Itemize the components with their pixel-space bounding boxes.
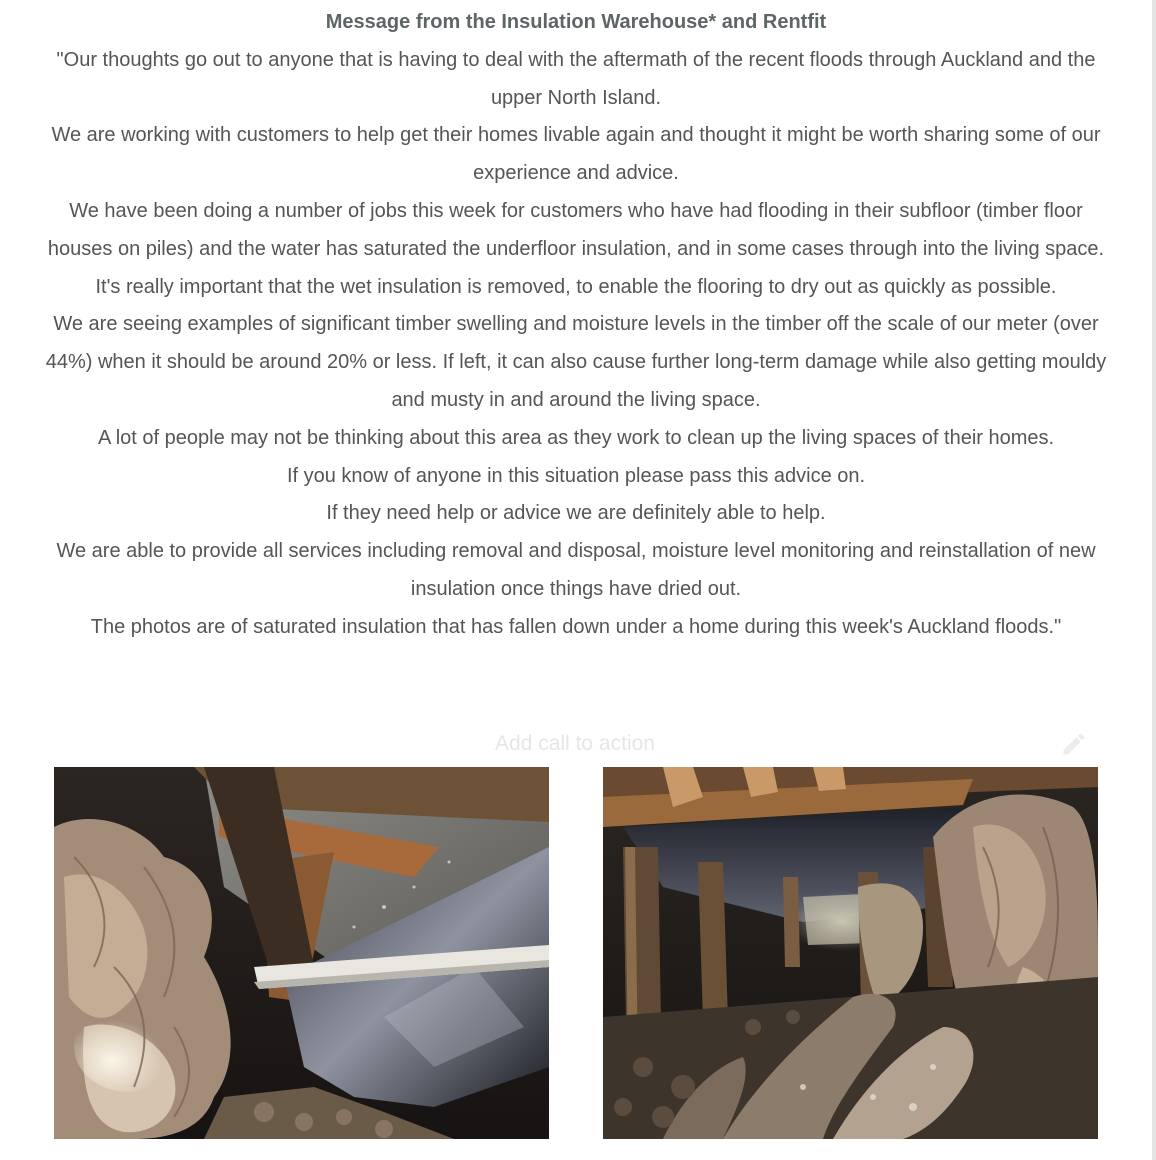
message-paragraph: A lot of people may not be thinking about this area as they work to clean up the living spaces of their homes. (97, 426, 1055, 449)
add-call-to-action[interactable]: Add call to action (495, 732, 655, 755)
message-heading: Message from the Insulation Warehouse* and Rentfit (325, 11, 827, 33)
flood-photo-left (54, 767, 549, 1139)
message-paragraph: The photos are of saturated insulation that has fallen down under a home during this week's Auckland floods." (90, 615, 1062, 638)
pencil-icon[interactable] (1060, 730, 1088, 758)
message-paragraph: We are able to provide all services including removal and disposal, moisture level monitoring and reinstallation of new insulation once things have dried out. (56, 540, 1096, 600)
page-scroll-edge (1152, 0, 1156, 1160)
message-paragraph: If they need help or advice we are definitely able to help. (326, 502, 826, 525)
message-paragraph: We are working with customers to help get their homes livable again and thought it might be worth sharing some of our experience and advice. (51, 124, 1101, 185)
message-paragraph: It's really important that the wet insulation is removed, to enable the flooring to dry out as quickly as possible. (95, 275, 1057, 298)
message-paragraph: If you know of anyone in this situation please pass this advice on. (286, 464, 866, 487)
flood-message (40, 4, 1112, 647)
message-paragraph: We have been doing a number of jobs this week for customers who have had flooding in their subfloor (timber floor houses on piles) and the water has saturated the underfloor insulation, and in some cases through into the living space. (47, 199, 1105, 260)
message-paragraph: "Our thoughts go out to anyone that is having to deal with the aftermath of the recent floods through Auckland and the upper North Island. (56, 48, 1096, 109)
message-paragraph: We are seeing examples of significant timber swelling and moisture levels in the timber off the scale of our meter (over 44%) when it should be around 20% or less. If left, it can also cause further long-term damage while also getting mouldy and musty in and around the living space. (45, 313, 1107, 411)
flood-photo-right (603, 767, 1098, 1139)
